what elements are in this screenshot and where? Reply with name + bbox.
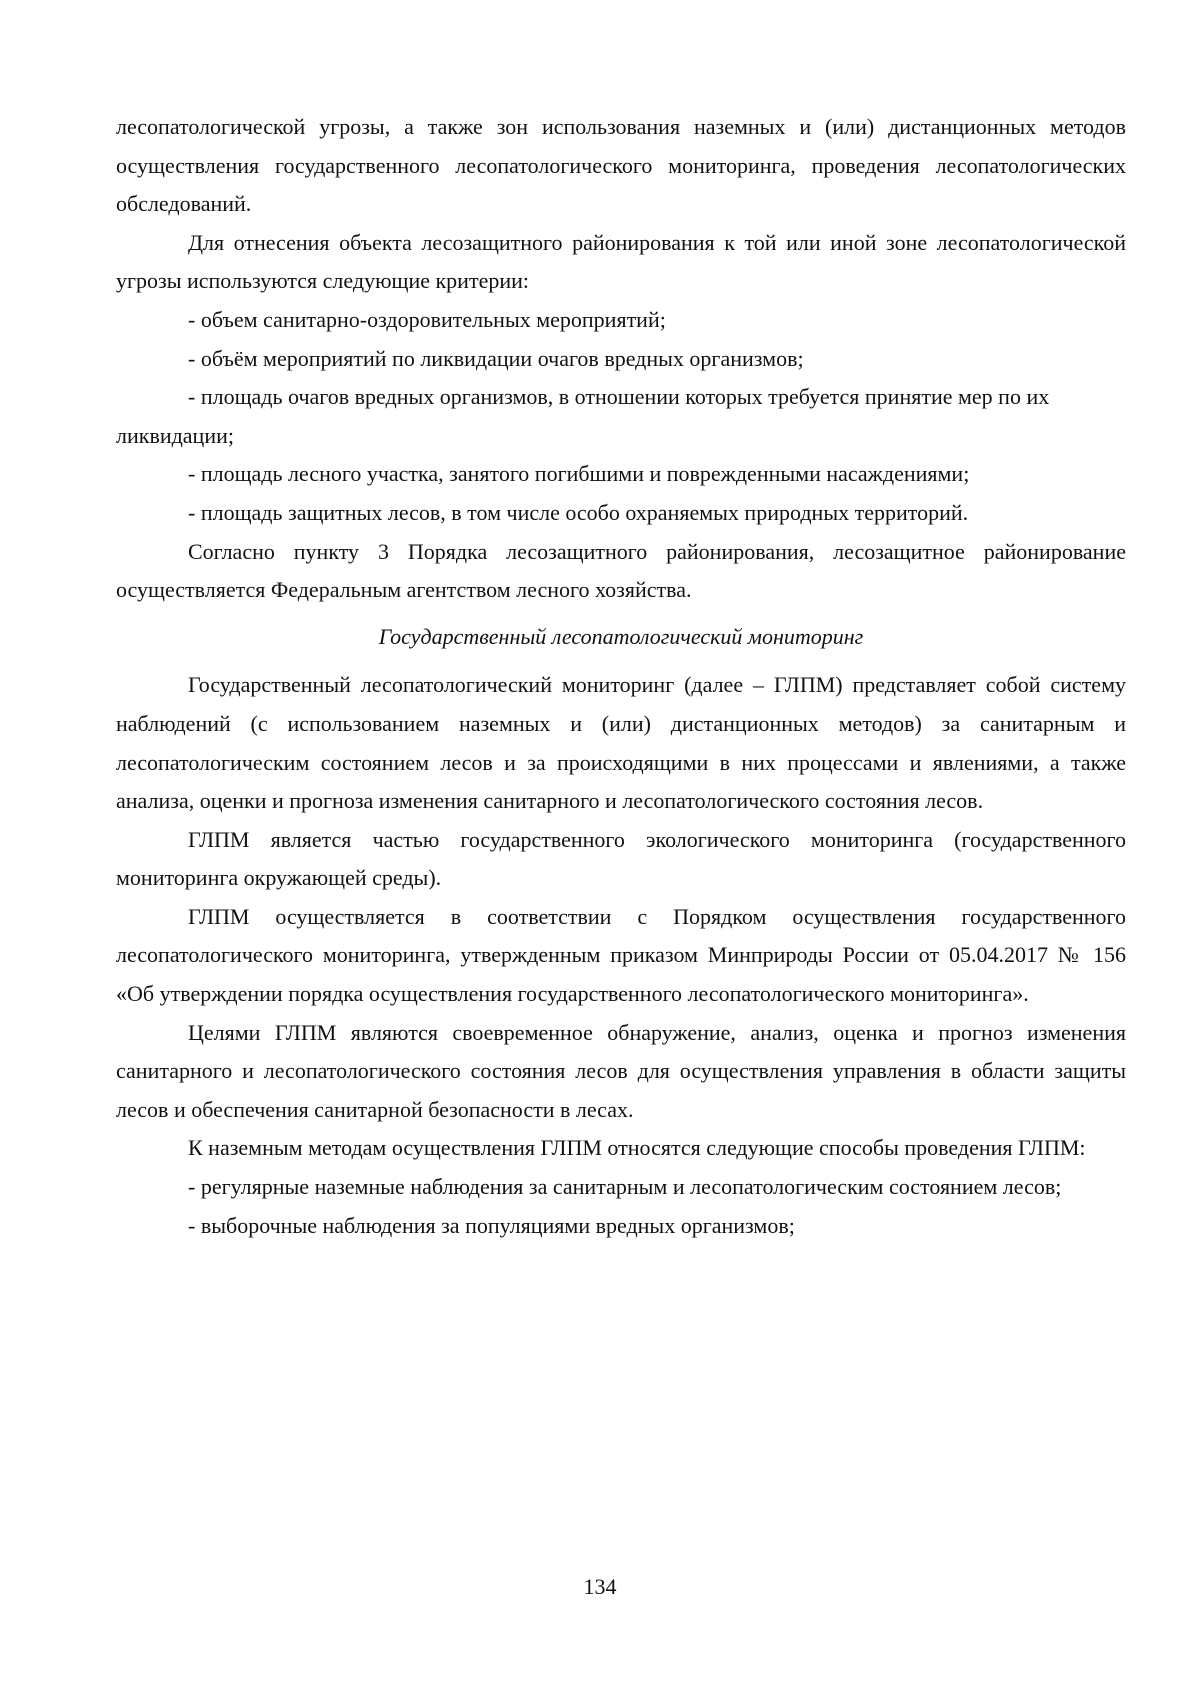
page-number: 134: [583, 1574, 617, 1599]
paragraph-glpm-goals: Целями ГЛПМ являются своевременное обнаружение, анализ, оценка и прогноз изменения санитарного и лесопатологического состояния лесов для осуществления управления в области защиты лесов и обеспечения санитарной безопасности в лесах.: [116, 1019, 1126, 1122]
list-item-criterion: - площадь очагов вредных организмов, в отношении которых требуется принятие мер по их ликвидации;: [116, 384, 1050, 448]
paragraph-threat-zones: лесопатологической угрозы, а также зон использования наземных и (или) дистанционных методов осуществления государственного лесопатологического мониторинга, проведения лесопатологических обследований.: [116, 114, 1126, 217]
paragraph-ground-methods-intro: К наземным методам осуществления ГЛПМ относятся следующие способы проведения ГЛПМ:: [188, 1135, 1086, 1161]
list-item-ground-method: - выборочные наблюдения за популяциями вредных организмов;: [188, 1212, 795, 1238]
list-item-criterion: - площадь лесного участка, занятого погибшими и поврежденными насаждениями;: [188, 461, 970, 487]
list-item-criterion: - площадь защитных лесов, в том числе особо охраняемых природных территорий.: [188, 499, 969, 525]
paragraph-glpm-order: ГЛПМ осуществляется в соответствии с Порядком осуществления государственного лесопатологического мониторинга, утвержденным приказом Минприроды России от 05.04.2017 № 156 «Об утверждении порядка осуществления государственного лесопатологического мониторинга».: [116, 903, 1126, 1007]
list-item-criterion: - объём мероприятий по ликвидации очагов вредных организмов;: [188, 345, 804, 371]
paragraph-criteria-intro: Для отнесения объекта лесозащитного районирования к той или иной зоне лесопатологической угрозы используются следующие критерии:: [116, 229, 1126, 294]
paragraph-zoning-authority: Согласно пункту 3 Порядка лесозащитного районирования, лесозащитное районирование осуществляется Федеральным агентством лесного хозяйства.: [116, 538, 1126, 603]
list-item-ground-method: - регулярные наземные наблюдения за санитарным и лесопатологическим состоянием лесов;: [188, 1174, 1062, 1200]
section-heading: Государственный лесопатологический мониторинг: [378, 623, 864, 649]
paragraph-glpm-part-of: ГЛПМ является частью государственного экологического мониторинга (государственного мониторинга окружающей среды).: [116, 826, 1126, 891]
paragraph-glpm-definition: Государственный лесопатологический мониторинг (далее – ГЛПМ) представляет собой систему наблюдений (с использованием наземных и (или) дистанционных методов) за санитарным и лесопатологическим состоянием лесов и за происходящими в них процессами и явлениями, а также анализа, оценки и прогноза изменения санитарного и лесопатологического состояния лесов.: [116, 672, 1126, 814]
document-page: [116, 108, 1126, 1245]
list-item-criterion: - объем санитарно-оздоровительных мероприятий;: [188, 306, 666, 332]
